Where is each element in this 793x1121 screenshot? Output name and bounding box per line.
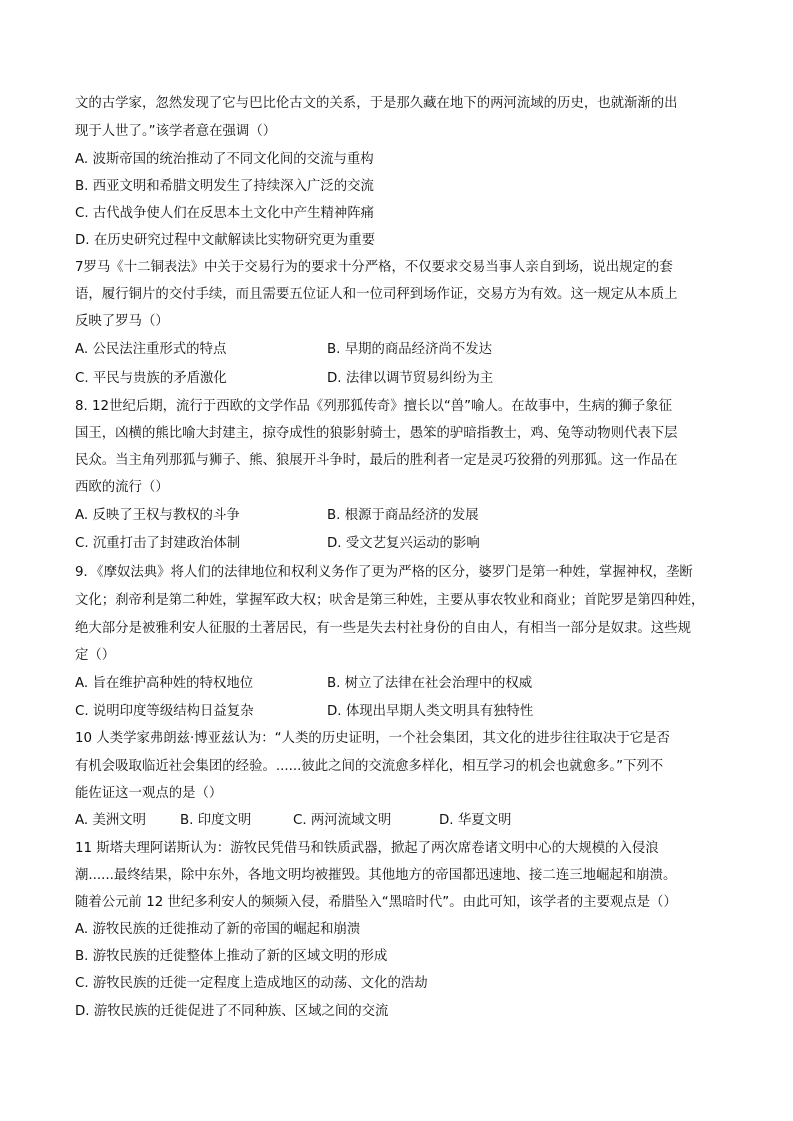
q6-option-a[interactable]: A. 波斯帝国的统治推动了不同文化间的交流与重构 bbox=[75, 152, 374, 167]
q8-stem-line-4: 西欧的流行（） bbox=[75, 480, 169, 495]
q8-stem-line-1: 8. 12世纪后期，流行于西欧的文学作品《列那狐传奇》擅长以“兽”喻人。在故事中，生病的狮子象征 bbox=[75, 399, 672, 414]
q9-option-d[interactable]: D. 体现出早期人类文明具有独特性 bbox=[327, 704, 534, 719]
q8-stem-line-3: 民众。当主角列那狐与狮子、熊、狼展开斗争时，最后的胜利者一定是灵巧狡猾的列那狐。这一作品在 bbox=[75, 453, 678, 468]
q11-stem-line-2: 潮......最终结果，除中东外，各地文明均被摧毁。其他地方的帝国都迅速地、接二连三地崛起和崩溃。 bbox=[75, 868, 677, 883]
q7-option-c[interactable]: C. 平民与贵族的矛盾激化 bbox=[75, 371, 227, 386]
q11-option-d[interactable]: D. 游牧民族的迁徙促进了不同种族、区域之间的交流 bbox=[75, 1004, 389, 1019]
q8-option-c[interactable]: C. 沉重打击了封建政治体制 bbox=[75, 536, 241, 551]
q8-stem-line-2: 国王，凶横的熊比喻大封建主，掠夺成性的狼影射骑士，愚笨的驴暗指教士，鸡、兔等动物则代表下层 bbox=[75, 426, 678, 441]
q10-option-b[interactable]: B. 印度文明 bbox=[180, 813, 252, 828]
q10-stem-line-1: 10 人类学家弗朗兹·博亚兹认为：“人类的历史证明，一个社会集团，其文化的进步往往取决于它是否 bbox=[75, 731, 670, 746]
q9-option-a[interactable]: A. 旨在维护高种姓的特权地位 bbox=[75, 676, 254, 691]
q6-stem-line-2: 现于人世了。”该学者意在强调（） bbox=[75, 124, 277, 139]
q11-option-a[interactable]: A. 游牧民族的迁徙推动了新的帝国的崛起和崩溃 bbox=[75, 922, 361, 937]
q9-option-c[interactable]: C. 说明印度等级结构日益复杂 bbox=[75, 704, 254, 719]
q7-option-b[interactable]: B. 早期的商品经济尚不发达 bbox=[327, 342, 492, 357]
q6-option-d[interactable]: D. 在历史研究过程中文献解读比实物研究更为重要 bbox=[75, 233, 376, 248]
q6-stem-line-1: 文的古学家，忽然发现了它与巴比伦古文的关系，于是那久藏在地下的两河流域的历史，也就渐渐的出 bbox=[75, 96, 678, 111]
q10-stem-line-2: 有机会吸取临近社会集团的经验。......彼此之间的交流愈多样化，相互学习的机会也就愈多。”下列不 bbox=[75, 759, 664, 774]
q10-stem-line-3: 能佐证这一观点的是（） bbox=[75, 786, 223, 801]
q8-option-d[interactable]: D. 受文艺复兴运动的影响 bbox=[327, 536, 480, 551]
q9-stem-line-2: 文化；刹帝利是第二种姓，掌握军政大权；吠舍是第三种姓，主要从事农牧业和商业；首陀罗是第四种姓， bbox=[75, 593, 705, 608]
q11-stem-line-1: 11 斯塔夫理阿诺斯认为：游牧民凭借马和铁质武器，掀起了两次席卷诸文明中心的大规模的入侵浪 bbox=[75, 841, 659, 856]
q8-option-a[interactable]: A. 反映了王权与教权的斗争 bbox=[75, 508, 240, 523]
q10-option-d[interactable]: D. 华夏文明 bbox=[439, 813, 512, 828]
q6-option-c[interactable]: C. 古代战争使人们在反思本土文化中产生精神阵痛 bbox=[75, 206, 375, 221]
q8-option-b[interactable]: B. 根源于商品经济的发展 bbox=[327, 508, 479, 523]
q9-stem-line-1: 9．《摩奴法典》将人们的法律地位和权利义务作了更为严格的区分，婆罗门是第一种姓，掌握神权，垄断 bbox=[75, 565, 693, 580]
q7-stem-line-2: 语，履行铜片的交付手续，而且需要五位证人和一位司秤到场作证，交易方为有效。这一规定从本质上 bbox=[75, 287, 678, 302]
q11-stem-line-3: 随着公元前 12 世纪多利安人的频频入侵，希腊坠入“黑暗时代”。由此可知，该学者的主要观点是（） bbox=[75, 895, 677, 910]
q7-stem-line-3: 反映了罗马（） bbox=[75, 314, 169, 329]
q7-stem-line-1: 7罗马《十二铜表法》中关于交易行为的要求十分严格，不仅要求交易当事人亲自到场，说出规定的套 bbox=[75, 260, 673, 275]
q6-option-b[interactable]: B. 西亚文明和希腊文明发生了持续深入广泛的交流 bbox=[75, 179, 374, 194]
q10-option-a[interactable]: A. 美洲文明 bbox=[75, 813, 146, 828]
q9-option-b[interactable]: B. 树立了法律在社会治理中的权威 bbox=[327, 676, 533, 691]
q9-stem-line-4: 定（） bbox=[75, 648, 116, 663]
q11-option-c[interactable]: C. 游牧民族的迁徙一定程度上造成地区的动荡、文化的浩劫 bbox=[75, 976, 428, 991]
q7-option-a[interactable]: A. 公民法注重形式的特点 bbox=[75, 342, 227, 357]
q7-option-d[interactable]: D. 法律以调节贸易纠纷为主 bbox=[327, 371, 494, 386]
q10-option-c[interactable]: C. 两河流域文明 bbox=[293, 813, 392, 828]
q9-stem-line-3: 绝大部分是被雅利安人征服的土著居民，有一些是失去村社身份的自由人，有相当一部分是奴隶。这些规 bbox=[75, 621, 691, 636]
q11-option-b[interactable]: B. 游牧民族的迁徙整体上推动了新的区域文明的形成 bbox=[75, 949, 388, 964]
